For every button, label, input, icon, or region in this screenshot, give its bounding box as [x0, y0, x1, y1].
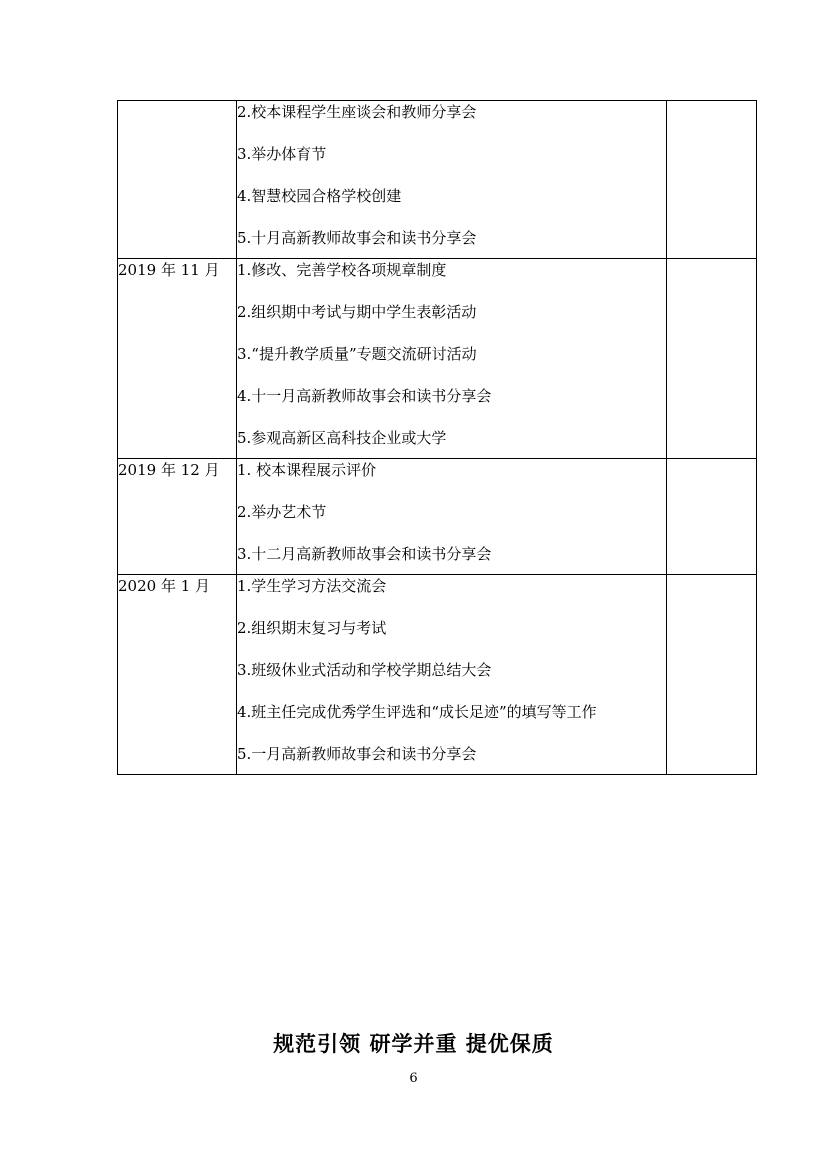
notes-cell [667, 259, 757, 459]
activity-item: 5.一月高新教师故事会和读书分享会 [237, 745, 477, 763]
activity-item: 1.修改、完善学校各项规章制度 [237, 261, 447, 279]
table-row [118, 459, 757, 575]
month-cell: 2019 年 12 月 [118, 459, 237, 575]
activities-cell [237, 101, 667, 259]
month-cell [118, 101, 237, 259]
activity-item: 2.组织期中考试与期中学生表彰活动 [237, 303, 477, 321]
activities-cell [237, 459, 667, 575]
activity-item: 2.举办艺术节 [237, 503, 327, 521]
table-row [118, 259, 757, 459]
activity-item: 3.“提升教学质量”专题交流研讨活动 [237, 345, 477, 363]
activity-item: 3.举办体育节 [237, 145, 327, 163]
notes-cell [667, 459, 757, 575]
schedule-table-body [118, 101, 757, 775]
activity-item: 5.参观高新区高科技企业或大学 [237, 429, 447, 447]
activity-item: 3.班级休业式活动和学校学期总结大会 [237, 661, 492, 679]
activity-item: 4.班主任完成优秀学生评选和“成长足迹”的填写等工作 [237, 703, 597, 721]
activity-item: 1. 校本课程展示评价 [237, 461, 377, 479]
activities-cell [237, 259, 667, 459]
notes-cell [667, 575, 757, 775]
activity-item: 1.学生学习方法交流会 [237, 577, 387, 595]
month-cell: 2019 年 11 月 [118, 259, 237, 459]
table-row [118, 101, 757, 259]
activity-item: 5.十月高新教师故事会和读书分享会 [237, 229, 477, 247]
schedule-table [117, 100, 757, 775]
month-cell: 2020 年 1 月 [118, 575, 237, 775]
footer-slogan: 规范引领 研学并重 提优保质 [273, 1032, 554, 1056]
notes-cell [667, 101, 757, 259]
activity-item: 3.十二月高新教师故事会和读书分享会 [237, 545, 492, 563]
activity-item: 4.智慧校园合格学校创建 [237, 187, 402, 205]
page-number: 6 [409, 1071, 418, 1086]
activity-item: 4.十一月高新教师故事会和读书分享会 [237, 387, 492, 405]
activities-cell [237, 575, 667, 775]
table-row [118, 575, 757, 775]
activity-item: 2.组织期末复习与考试 [237, 619, 387, 637]
activity-item: 2.校本课程学生座谈会和教师分享会 [237, 103, 477, 121]
